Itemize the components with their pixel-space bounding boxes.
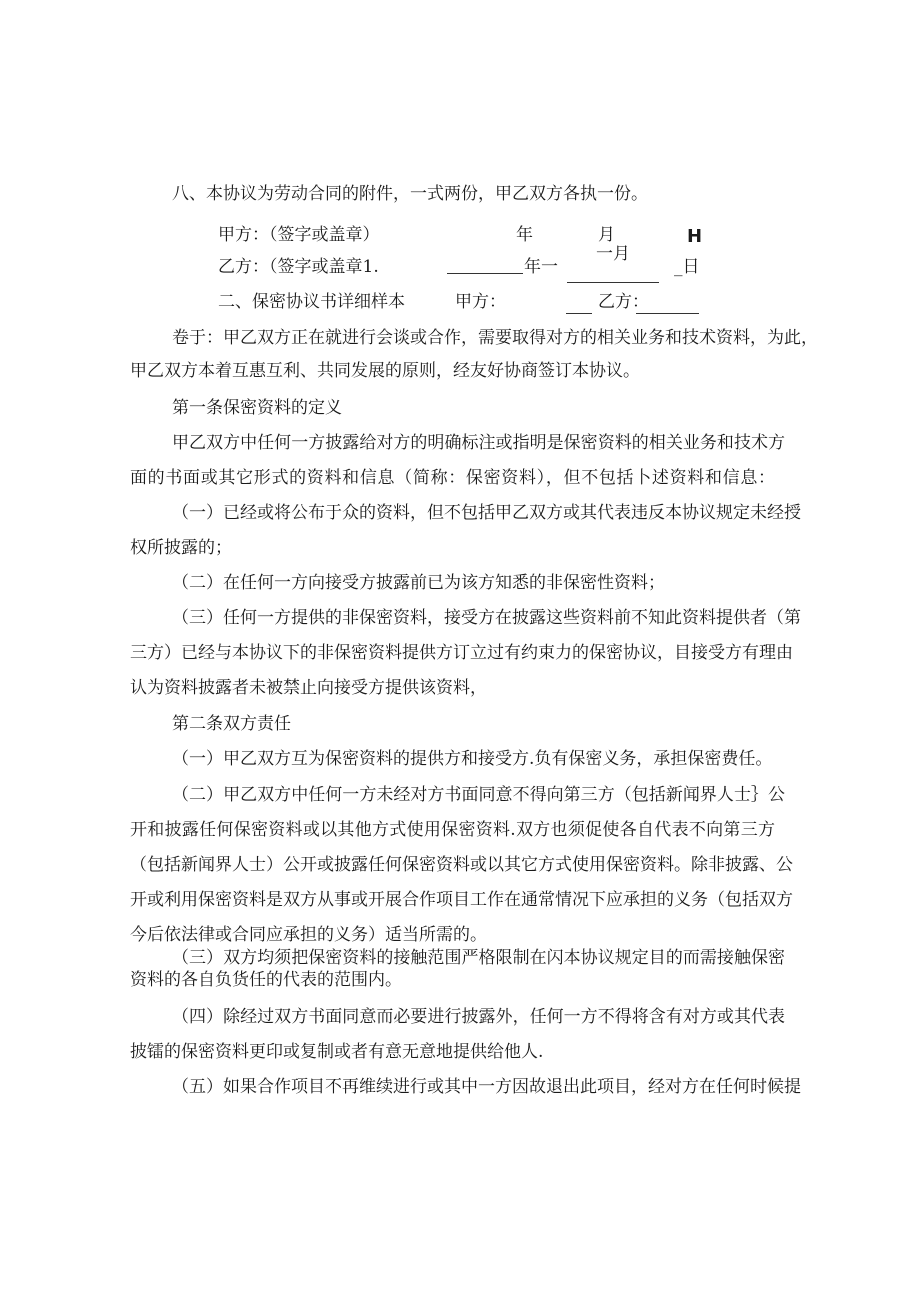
article-2-item-2-line-1: （二）甲乙双方中任何一方未经对方书面同意不得向第三方（包括新闻界人士｝公 [172,785,785,805]
article-2-item-1: （一）甲乙双方互为保密资料的提供方和接受方.负有保密义务，承担保密费任。 [172,749,773,769]
article-1-item-3-line-3: 认为资料披露者未被禁止向接受方提供该资料， [130,678,487,698]
article-1-heading: 第一条保密资料的定义 [172,398,342,418]
article-1-item-1-line-1: （一）已经或将公布于众的资料，但不包括甲乙双方或其代表违反本协议规定未经授 [172,503,801,523]
article-2-item-4-line-1: （四）除经过双方书面同意而必要进行披露外，任何一方不得将含有对方或其代表 [172,1007,785,1027]
article-2-item-2-line-5: 今后依法律或合同应承担的义务）适当所需的。 [130,925,487,945]
sample-agreement-title: 二、保密协议书详细样本 [218,292,405,312]
year-label-1: 年 [516,225,533,245]
party-a-underline [566,313,592,314]
sample-party-a-label: 甲方： [455,292,506,312]
sample-party-b-label: 乙方： [598,292,649,312]
article-2-item-3-line-1: （三）双方均须把保密资料的接触范围严格限制在闪本协议规定目的而需接触保密 [172,948,785,968]
party-b-underline [636,313,699,314]
day-label-2: _日 [674,257,700,277]
month-label-1: 月 [598,225,615,245]
article-2-item-4-line-2: 披镭的保密资料更印或复制或者有意无意地提供给他人. [130,1042,544,1062]
article-2-item-3-line-2: 资料的各自负货任的代表的范围内。 [130,970,402,990]
section-8-text: 八、本协议为劳动合同的附件，一式两份，甲乙双方各执一份。 [172,184,648,204]
article-1-item-3-line-2: 三方）已经与本协议下的非保密资料提供方订立过有约束力的保密协议，目接受方有理由 [130,643,793,663]
article-1-item-3-line-1: （三）任何一方提供的非保密资料，接受方在披露这些资料前不知此资料提供者（第 [172,608,801,628]
article-1-item-1-line-2: 权所披露的； [130,538,232,558]
article-1-paragraph-line-1: 甲乙双方中任何一方披露给对方的明确标注或指明是保密资料的相关业务和技术方 [172,433,785,453]
article-2-item-2-line-2: 开和披露任何保密资料或以其他方式使用保密资料.双方也须促使各自代表不向第三方 [130,820,775,840]
intro-line-2: 甲乙双方本着互惠互利、共同发展的原则，经友好协商签订本协议。 [130,361,640,381]
article-2-item-2-line-4: 开或利用保密资料是双方从事或开展合作项目工作在通常情况下应承担的义务（包括双方 [130,890,793,910]
article-2-item-2-line-3: （包括新闻界人士）公开或披露任何保密资料或以其它方式使用保密资料。除非披露、公 [130,855,793,875]
article-2-heading: 第二条双方责任 [172,714,291,734]
year-label-2: 年一 [524,257,558,277]
intro-line-1: 卷于：甲乙双方正在就进行会谈或合作，需要取得对方的相关业务和技术资料，为此， [172,328,818,348]
article-1-item-2: （二）在任何一方向接受方披露前已为该方知悉的非保密性资料； [172,573,665,593]
day-label-1: H [687,226,703,247]
month-underline [567,282,659,283]
article-1-paragraph-line-2: 面的书面或其它形式的资料和信息（简称：保密资料），但不包括卜述资料和信息： [130,468,775,488]
month-label-2: 一月 [596,244,630,264]
article-2-item-5-line-1: （五）如果合作项目不再维续进行或其中一方因故退出此项目，经对方在任何时候提 [172,1077,801,1097]
year-underline [447,273,523,274]
party-a-signature-label: 甲方：（签字或盖章） [218,225,380,245]
party-b-signature-label: 乙方：（签字或盖章1. [218,257,379,277]
